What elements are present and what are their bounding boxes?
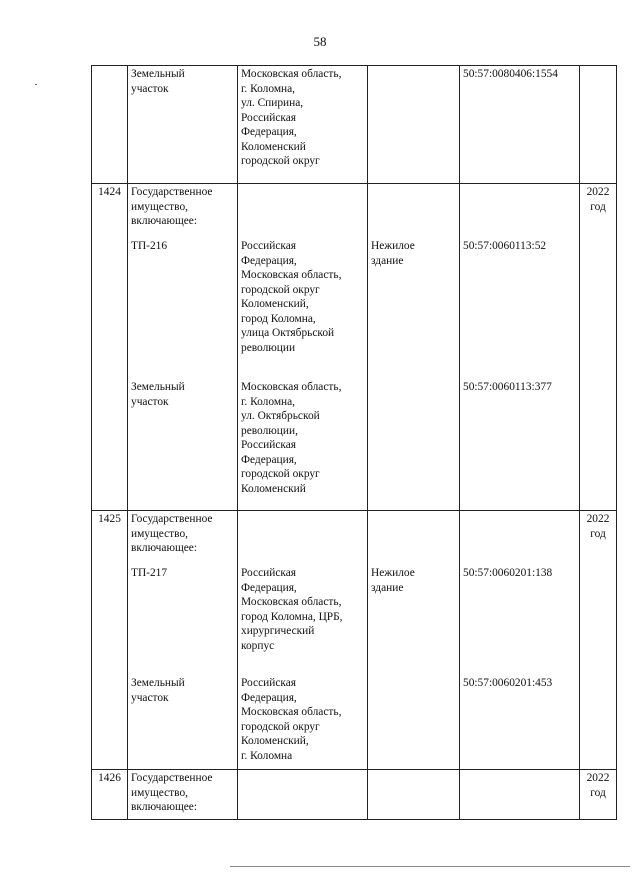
item-address: Российская Федерация, Московская область, городской округ Коломенский, город Коломна, улица Октябрьской революции xyxy=(241,240,342,354)
item-type: Нежилое здание xyxy=(371,567,415,594)
cadastral-cell: 50:57:0080406:1554 xyxy=(460,66,580,184)
year-cell: 2022 год xyxy=(580,770,617,820)
group-heading: Государственное имущество, включающее: xyxy=(131,513,213,554)
item-name: ТП-217 xyxy=(131,567,168,579)
address-cell: Московская область, г. Коломна, ул. Спирина, Российская Федерация, Коломенский городской округ xyxy=(238,66,368,184)
cadastral-cell xyxy=(460,184,580,511)
row-number-cell xyxy=(92,66,128,184)
year-cell: 2022 год xyxy=(580,184,617,511)
row-number-cell: 1424 xyxy=(92,184,128,511)
cadastral-cell xyxy=(460,511,580,770)
table-row xyxy=(92,511,617,770)
year-cell: 2022 год xyxy=(580,511,617,770)
item-address: Российская Федерация, Московская область, город Коломна, ЦРБ, хирургический корпус xyxy=(241,567,343,652)
bottom-rule xyxy=(230,866,630,867)
item-cadastral: 50:57:0060113:377 xyxy=(463,381,552,393)
page-number: 58 xyxy=(313,34,327,49)
item-address: Российская Федерация, Московская область, городской округ Коломенский, г. Коломна xyxy=(241,677,342,762)
row-number-cell: 1426 xyxy=(92,770,128,820)
type-cell xyxy=(368,770,460,820)
item-name: ТП-216 xyxy=(131,240,168,252)
name-cell xyxy=(128,66,238,184)
name-cell xyxy=(128,511,238,770)
name-cell xyxy=(128,770,238,820)
item-address: Московская область, г. Коломна, ул. Октябрьской революции, Российская Федерация, городской округ Коломенский xyxy=(241,381,342,495)
group-heading: Государственное имущество, включающее: xyxy=(131,772,213,813)
group-heading: Государственное имущество, включающее: xyxy=(131,186,213,227)
address-cell xyxy=(238,511,368,770)
type-cell xyxy=(368,184,460,511)
item-type: Нежилое здание xyxy=(371,240,415,267)
item-cadastral: 50:57:0060113:52 xyxy=(463,240,547,252)
scan-speck xyxy=(35,84,37,85)
address-cell xyxy=(238,184,368,511)
name-cell xyxy=(128,184,238,511)
item-cadastral: 50:57:0060201:453 xyxy=(463,677,553,689)
item-name: Земельный участок xyxy=(131,68,185,95)
row-number-cell: 1425 xyxy=(92,511,128,770)
item-cadastral: 50:57:0060201:138 xyxy=(463,567,553,579)
table-row xyxy=(92,770,617,820)
type-cell xyxy=(368,511,460,770)
table-row xyxy=(92,66,617,184)
item-name: Земельный участок xyxy=(131,381,185,408)
table-row xyxy=(92,184,617,511)
cadastral-cell xyxy=(460,770,580,820)
address-cell xyxy=(238,770,368,820)
property-registry-table xyxy=(91,65,617,820)
year-cell xyxy=(580,66,617,184)
type-cell xyxy=(368,66,460,184)
item-name: Земельный участок xyxy=(131,677,185,704)
